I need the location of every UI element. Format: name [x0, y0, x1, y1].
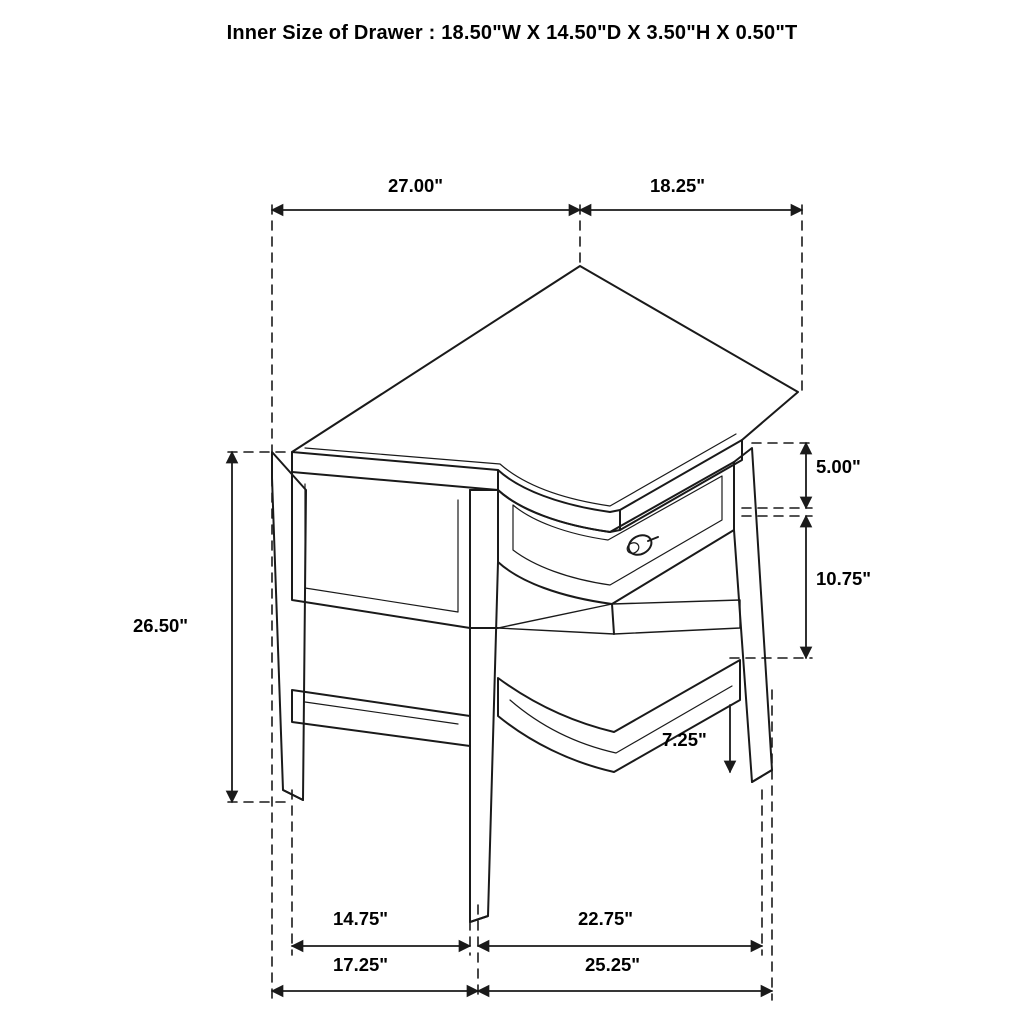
drawer-front	[292, 462, 734, 628]
dim-right-middle-label: 10.75"	[816, 568, 872, 589]
dim-top-left-label: 27.00"	[388, 175, 444, 196]
page-title: Inner Size of Drawer : 18.50"W X 14.50"D X 3.50"H X 0.50"T	[226, 22, 798, 44]
dim-left-height-label: 26.50"	[133, 615, 189, 636]
extension-lines	[228, 205, 812, 1000]
dim-right-lower-label: 7.25"	[662, 729, 707, 750]
dim-bottom-outer-right-label: 25.25"	[585, 954, 641, 975]
dim-right-upper-label: 5.00"	[816, 456, 861, 477]
dim-bottom-inner-right-label: 22.75"	[578, 908, 634, 929]
drawer-knob	[625, 531, 658, 558]
dim-bottom-inner-left-label: 14.75"	[333, 908, 389, 929]
dim-top-right-label: 18.25"	[650, 175, 706, 196]
dim-bottom-outer-left-label: 17.25"	[333, 954, 389, 975]
